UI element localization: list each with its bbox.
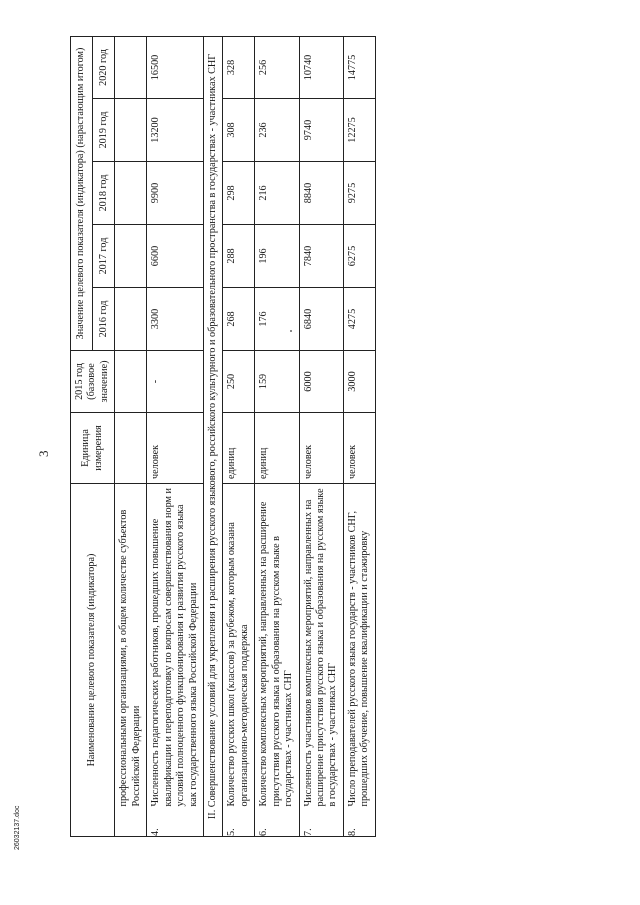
year-value: 6840 (299, 288, 343, 351)
table-row (255, 36, 299, 836)
year-value: 256 (255, 36, 299, 98)
year-value: 9900 (147, 162, 204, 225)
rotated-page (36, 37, 600, 837)
header-year: 2020 год (93, 36, 115, 98)
year-value: 8840 (299, 162, 343, 225)
year-value: 6275 (343, 225, 375, 288)
year-value: 16500 (147, 36, 204, 98)
year-value: 7840 (299, 225, 343, 288)
year-value: 4275 (343, 288, 375, 351)
year-value: 196 (255, 225, 299, 288)
header-base: 2015 год (базовое значение) (71, 351, 115, 413)
header-year: 2018 год (93, 162, 115, 225)
header-row (71, 36, 93, 836)
continuation-row (115, 36, 147, 836)
row-number: 7. (299, 811, 343, 837)
indicator-table (70, 36, 376, 837)
base-value: 3000 (343, 351, 375, 413)
header-name: Наименование целевого показателя (индикатора) (71, 484, 115, 837)
year-value: 13200 (147, 99, 204, 162)
year-value: 12275 (343, 99, 375, 162)
unit-cell: единиц (255, 413, 299, 484)
row-number: 5. (223, 811, 255, 837)
header-year: 2019 год (93, 99, 115, 162)
year-value: 236 (255, 99, 299, 162)
indicator-name: Число преподавателей русского языка государств - участников СНГ, прошедших обучение, повышение квалификации и стажировку (343, 484, 375, 811)
unit-cell: человек (147, 413, 204, 484)
page-number: 3 (36, 450, 51, 457)
indicator-name: Численность педагогических работников, прошедших повышение квалификации и переподготовку по вопросам совершенствования норм и условий полноценного функционирования и развития русского языка как государственного языка Российской Федерации (147, 484, 204, 811)
unit-cell: единиц (223, 413, 255, 484)
header-target: Значение целевого показателя (индикатора) (нарастающим итогом) (71, 36, 93, 350)
indicator-name: Количество русских школ (классов) за рубежом, которым оказана организационно-методическая поддержка (223, 484, 255, 811)
base-value: - (147, 351, 204, 413)
base-value: 159 (255, 351, 299, 413)
base-value: 6000 (299, 351, 343, 413)
section-row (203, 36, 222, 836)
indicator-name: Численность участников комплексных мероприятий, направленных на расширение присутствия русского языка и образования на русском языке в государствах - участниках СНГ (299, 484, 343, 811)
row-number: 6. (255, 811, 299, 837)
unit-cell: человек (343, 413, 375, 484)
year-value: 10740 (299, 36, 343, 98)
header-year: 2017 год (93, 225, 115, 288)
header-year: 2016 год (93, 288, 115, 351)
unit-cell: человек (299, 413, 343, 484)
year-value: 9740 (299, 99, 343, 162)
section-title: II. Совершенствование условий для укрепления и расширения русского языкового, российского культурного и образовательного пространства в государствах - участниках СНГ (203, 36, 222, 836)
indicator-name: Количество комплексных мероприятий, направленных на расширение присутствия русского языка и образования на русском языке в государствах - участниках СНГ (255, 484, 299, 811)
continuation-text: профессиональными организациями, в общем количестве субъектов Российской Федерации (115, 484, 147, 811)
base-value: 250 (223, 351, 255, 413)
document-id: 26032137.doc (14, 805, 21, 850)
table-row (343, 36, 375, 836)
header-unit: Единица измерения (71, 413, 115, 484)
year-value: 216 (255, 162, 299, 225)
year-value: 6600 (147, 225, 204, 288)
row-number: 8. (343, 811, 375, 837)
year-value: 9275 (343, 162, 375, 225)
year-value: 328 (223, 36, 255, 98)
table-row (223, 36, 255, 836)
table-body (71, 36, 376, 836)
year-value: 288 (223, 225, 255, 288)
year-value: 14775 (343, 36, 375, 98)
table-row (299, 36, 343, 836)
year-value: 298 (223, 162, 255, 225)
row-number (115, 811, 147, 837)
year-value: 176 (255, 288, 299, 351)
row-number: 4. (147, 811, 204, 837)
year-value: 308 (223, 99, 255, 162)
year-value: 3300 (147, 288, 204, 351)
year-value: 268 (223, 288, 255, 351)
table-row (147, 36, 204, 836)
